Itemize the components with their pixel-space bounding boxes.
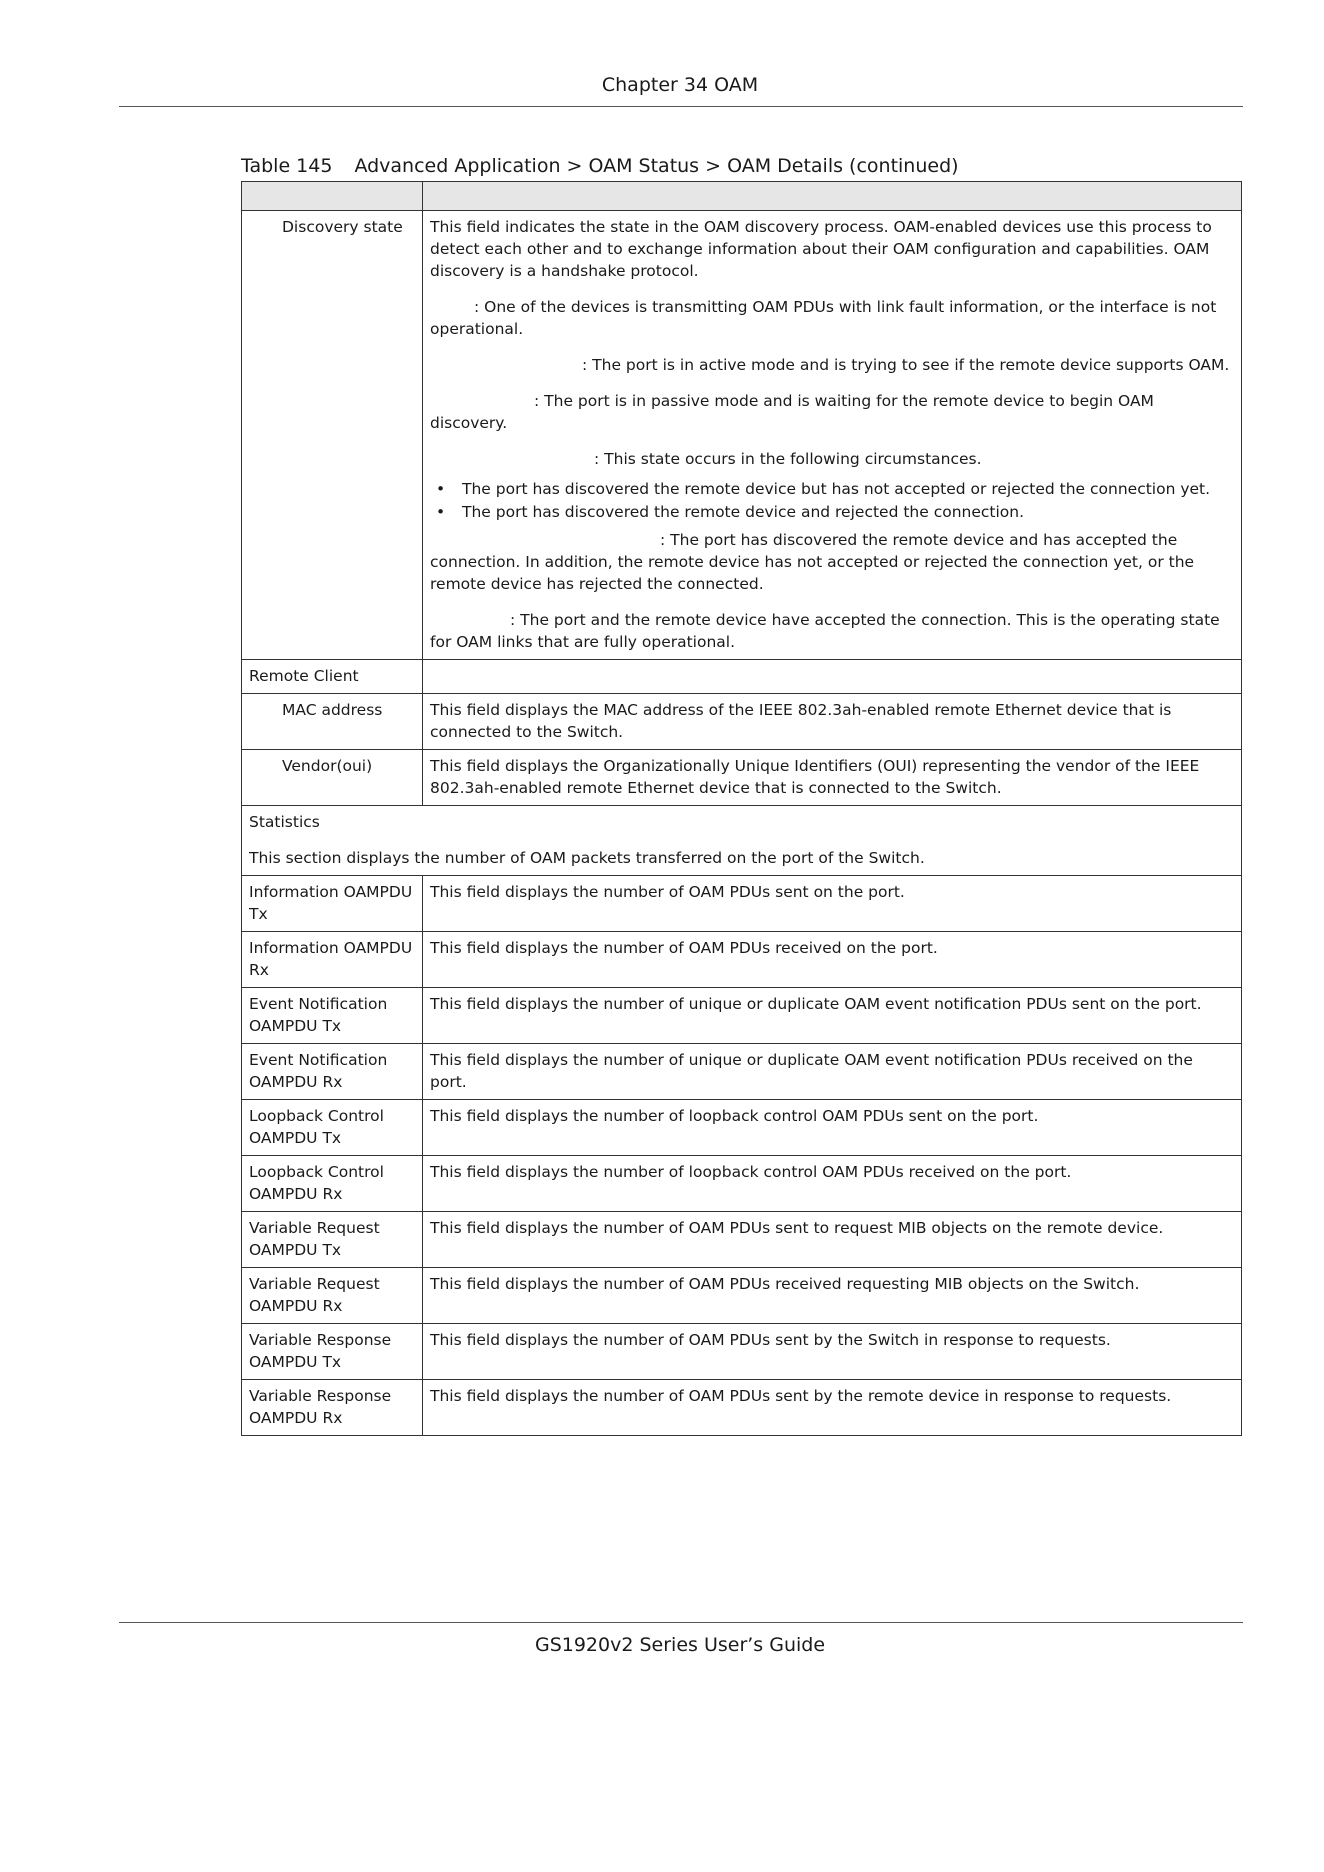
table-row: [242, 1380, 1242, 1436]
table-row: [242, 1212, 1242, 1268]
table-row: [242, 988, 1242, 1044]
table-row: [242, 1156, 1242, 1212]
table-row: [242, 750, 1242, 806]
discovery-state-label: Discovery state: [242, 211, 423, 660]
stat-label: Variable Request OAMPDU Tx: [242, 1212, 423, 1268]
stat-label: Loopback Control OAMPDU Tx: [242, 1100, 423, 1156]
header-cell-label: [242, 182, 423, 211]
mac-address-label: MAC address: [242, 694, 423, 750]
stat-description: This field displays the number of OAM PDUs sent by the remote device in response to requests.: [423, 1380, 1242, 1436]
page-footer: GS1920v2 Series User’s Guide: [534, 1634, 826, 1656]
state-passive-wait: : The port is in passive mode and is waiting for the remote device to begin OAM discovery.: [430, 392, 1154, 432]
header-rule: [119, 106, 1243, 107]
table-number: Table 145: [241, 155, 333, 177]
stat-description: This field displays the number of OAM PDUs sent to request MIB objects on the remote device.: [423, 1212, 1242, 1268]
discovery-intro: This field indicates the state in the OAM discovery process. OAM-enabled devices use this process to detect each other and to exchange information about their OAM configuration and capabilities. OAM discovery is a handshake protocol.: [430, 218, 1212, 280]
state-send-any: : The port and the remote device have accepted the connection. This is the operating state for OAM links that are fully operational.: [430, 611, 1220, 651]
remote-client-description: [423, 660, 1242, 694]
stat-label: Loopback Control OAMPDU Rx: [242, 1156, 423, 1212]
statistics-section: [242, 806, 1242, 876]
mac-address-description: This field displays the MAC address of the IEEE 802.3ah-enabled remote Ethernet device that is connected to the Switch.: [423, 694, 1242, 750]
table-row: [242, 660, 1242, 694]
stat-label: Variable Request OAMPDU Rx: [242, 1268, 423, 1324]
stat-description: This field displays the number of unique or duplicate OAM event notification PDUs received on the port.: [423, 1044, 1242, 1100]
stat-label: Variable Response OAMPDU Rx: [242, 1380, 423, 1436]
table-row: [242, 876, 1242, 932]
stat-description: This field displays the number of unique or duplicate OAM event notification PDUs sent on the port.: [423, 988, 1242, 1044]
table-row: [242, 1324, 1242, 1380]
state-send-local-remote: : This state occurs in the following circumstances.: [594, 450, 982, 468]
state-active-send-local: : The port is in active mode and is trying to see if the remote device supports OAM.: [582, 356, 1230, 374]
state-fault: : One of the devices is transmitting OAM PDUs with link fault information, or the interface is not operational.: [430, 298, 1217, 338]
stat-label: Event Notification OAMPDU Tx: [242, 988, 423, 1044]
table-row: [242, 694, 1242, 750]
table-row: [242, 932, 1242, 988]
table-row: [242, 1044, 1242, 1100]
table-row: [242, 1100, 1242, 1156]
state-send-local-remote-ok: : The port has discovered the remote device and has accepted the connection. In addition, the remote device has not accepted or rejected the connection yet, or the remote device has rejected the connected.: [430, 531, 1195, 593]
circumstance-list: [430, 480, 1234, 521]
stat-description: This field displays the number of OAM PDUs sent on the port.: [423, 876, 1242, 932]
oam-details-table: [241, 181, 1242, 1436]
discovery-state-description: [423, 211, 1242, 660]
table-title: Advanced Application > OAM Status > OAM Details (continued): [354, 155, 959, 177]
table-header-row: [242, 182, 1242, 211]
table-caption: [241, 155, 959, 177]
vendor-oui-label: Vendor(oui): [242, 750, 423, 806]
vendor-oui-description: This field displays the Organizationally Unique Identifiers (OUI) representing the vendor of the IEEE 802.3ah-enabled remote Ethernet device that is connected to the Switch.: [423, 750, 1242, 806]
table-row: [242, 806, 1242, 876]
stat-description: This field displays the number of loopback control OAM PDUs sent on the port.: [423, 1100, 1242, 1156]
table-row: [242, 211, 1242, 660]
stat-description: This field displays the number of OAM PDUs received requesting MIB objects on the Switch.: [423, 1268, 1242, 1324]
header-cell-description: [423, 182, 1242, 211]
stat-label: Event Notification OAMPDU Rx: [242, 1044, 423, 1100]
stat-label: Variable Response OAMPDU Tx: [242, 1324, 423, 1380]
stat-description: This field displays the number of OAM PDUs received on the port.: [423, 932, 1242, 988]
list-item: • The port has discovered the remote device but has not accepted or rejected the connection yet.: [430, 480, 1234, 498]
statistics-title: Statistics: [249, 813, 320, 831]
statistics-description: This section displays the number of OAM packets transferred on the port of the Switch.: [249, 849, 925, 867]
stat-description: This field displays the number of OAM PDUs sent by the Switch in response to requests.: [423, 1324, 1242, 1380]
footer-rule: [119, 1622, 1243, 1623]
remote-client-label: Remote Client: [242, 660, 423, 694]
list-item: • The port has discovered the remote device and rejected the connection.: [430, 503, 1234, 521]
stat-label: Information OAMPDU Rx: [242, 932, 423, 988]
stat-description: This field displays the number of loopback control OAM PDUs received on the port.: [423, 1156, 1242, 1212]
page-header: Chapter 34 OAM: [601, 74, 759, 96]
table-row: [242, 1268, 1242, 1324]
stat-label: Information OAMPDU Tx: [242, 876, 423, 932]
